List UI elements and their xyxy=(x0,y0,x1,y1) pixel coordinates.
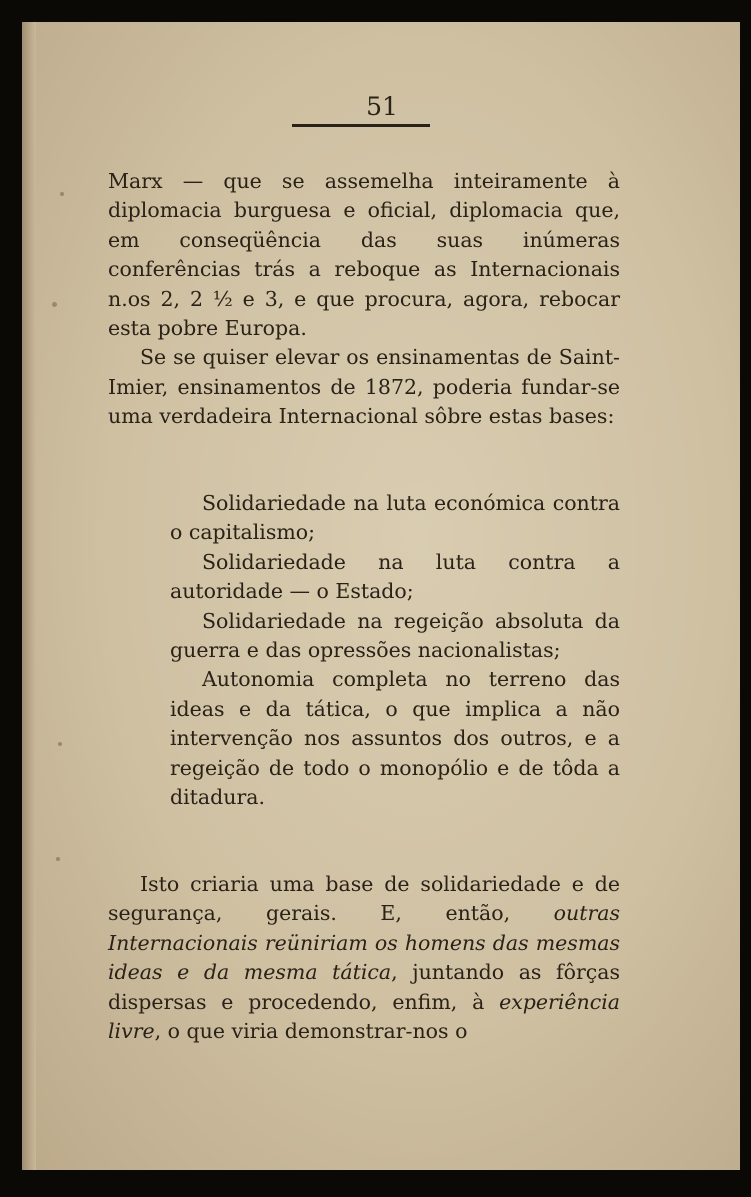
opening-block xyxy=(108,167,620,432)
paragraph-marx: Marx — que se assemelha inteiramente à diplomacia burguesa e oficial, diplomacia que, em conseqüência das suas inúmeras conferências trás a reboque as Internacionais n.os 2, 2 ½ e 3, e que procura, agora, rebocar esta pobre Europa. xyxy=(108,169,620,341)
paragraph-saint-imier: Se se quiser elevar os ensinamentas de Saint-Imier, ensinamentos de 1872, poderia fundar-se uma verdadeira Internacional sôbre estas bases: xyxy=(108,345,620,429)
list-item: Solidariedade na luta económica contra o capitalismo; xyxy=(170,491,620,545)
closing-text: Isto criaria uma base de solidariedade e de segurança, gerais. E, então, xyxy=(108,872,620,926)
bases-list xyxy=(170,489,620,812)
page-number: 51 xyxy=(366,92,398,121)
paper-speck xyxy=(58,742,62,746)
paper-speck xyxy=(52,302,57,307)
closing-block xyxy=(108,870,620,1046)
closing-italic: outras Internacionais reüniriam os homens das mesmas ideas e da mesma tática xyxy=(108,901,620,985)
paper-speck xyxy=(56,857,60,861)
book-page xyxy=(22,22,740,1170)
page-spine-edge xyxy=(22,22,36,1170)
closing-text: , o que viria demonstrar-nos o xyxy=(154,1019,468,1044)
closing-italic: experiência livre xyxy=(108,989,620,1044)
list-item: Autonomia completa no terreno das ideas e da tática, o que implica a não intervenção nos assuntos dos outros, e a regeição de todo o monopólio e de tôda a ditadura. xyxy=(170,667,620,810)
closing-text: , juntando as fôrças dispersas e procedendo, enfim, à xyxy=(108,960,620,1014)
page-number-rule xyxy=(292,124,430,127)
list-item: Solidariedade na luta contra a autoridade — o Estado; xyxy=(170,549,620,604)
paragraph-closing xyxy=(108,870,620,1046)
list-item: Solidariedade na regeição absoluta da guerra e das opressões nacionalistas; xyxy=(170,608,620,663)
paper-speck xyxy=(60,192,64,196)
